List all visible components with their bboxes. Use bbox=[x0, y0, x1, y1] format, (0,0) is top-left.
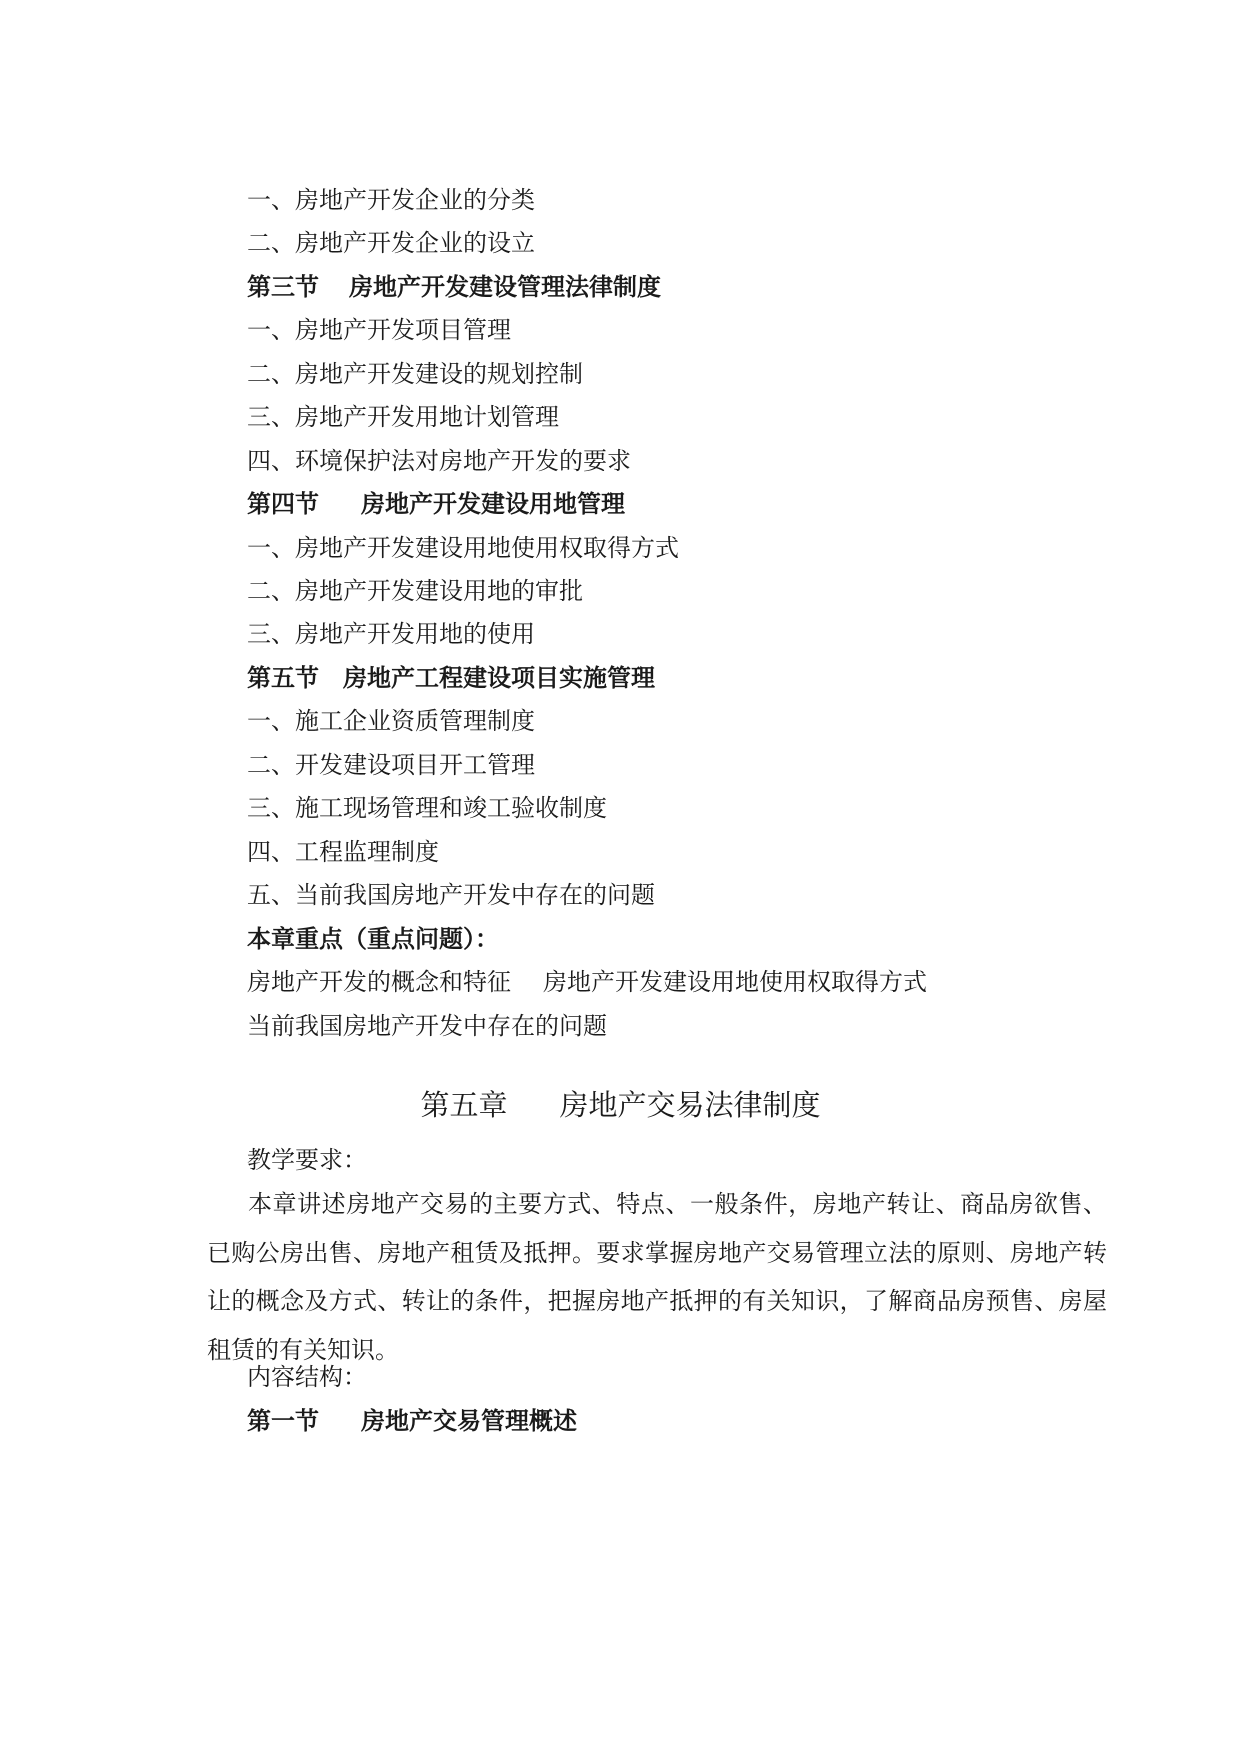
section-number: 第一节 bbox=[247, 1407, 319, 1435]
section-title: 房地产工程建设项目实施管理 bbox=[343, 664, 655, 692]
section-heading bbox=[247, 489, 625, 519]
teaching-requirements-label: 教学要求： bbox=[247, 1146, 367, 1174]
section-number: 第三节 bbox=[247, 273, 319, 301]
outline-item: 二、开发建设项目开工管理 bbox=[247, 751, 535, 779]
outline-item: 二、房地产开发企业的设立 bbox=[247, 229, 535, 257]
outline-item: 二、房地产开发建设用地的审批 bbox=[247, 577, 583, 605]
outline-item: 四、环境保护法对房地产开发的要求 bbox=[247, 447, 631, 475]
teaching-requirements-text: 本章讲述房地产交易的主要方式、特点、一般条件，房地产转让、商品房欲售、已购公房出售、房地产租赁及抵押。要求掌握房地产交易管理立法的原则、房地产转让的概念及方式、转让的条件，把握房地产抵押的有关知识，了解商品房预售、房屋租赁的有关知识。 bbox=[207, 1190, 1107, 1364]
section-title: 房地产开发建设管理法律制度 bbox=[349, 273, 661, 301]
section-title: 房地产交易管理概述 bbox=[361, 1407, 577, 1435]
key-point: 当前我国房地产开发中存在的问题 bbox=[247, 1012, 607, 1040]
outline-item: 一、房地产开发建设用地使用权取得方式 bbox=[247, 534, 679, 562]
key-point: 房地产开发的概念和特征 bbox=[247, 968, 511, 996]
chapter-number: 第五章 bbox=[420, 1088, 508, 1122]
outline-item: 五、当前我国房地产开发中存在的问题 bbox=[247, 881, 655, 909]
key-points-line bbox=[247, 967, 927, 997]
key-points-heading: 本章重点（重点问题）： bbox=[247, 925, 499, 953]
outline-item: 三、施工现场管理和竣工验收制度 bbox=[247, 794, 607, 822]
outline-item: 三、房地产开发用地计划管理 bbox=[247, 403, 559, 431]
section-title: 房地产开发建设用地管理 bbox=[361, 490, 625, 518]
key-point: 房地产开发建设用地使用权取得方式 bbox=[543, 968, 927, 996]
outline-item: 一、房地产开发项目管理 bbox=[247, 316, 511, 344]
outline-item: 四、工程监理制度 bbox=[247, 838, 439, 866]
outline-item: 一、施工企业资质管理制度 bbox=[247, 707, 535, 735]
section-number: 第四节 bbox=[247, 490, 319, 518]
section-number: 第五节 bbox=[247, 664, 319, 692]
content-structure-label: 内容结构： bbox=[247, 1363, 367, 1391]
section-heading bbox=[247, 663, 655, 693]
chapter-name: 房地产交易法律制度 bbox=[559, 1088, 821, 1122]
chapter-title bbox=[0, 1087, 1241, 1123]
outline-item: 二、房地产开发建设的规划控制 bbox=[247, 360, 583, 388]
section-heading bbox=[247, 1406, 577, 1436]
outline-item: 一、房地产开发企业的分类 bbox=[247, 186, 535, 214]
section-heading bbox=[247, 272, 661, 302]
outline-item: 三、房地产开发用地的使用 bbox=[247, 620, 535, 648]
